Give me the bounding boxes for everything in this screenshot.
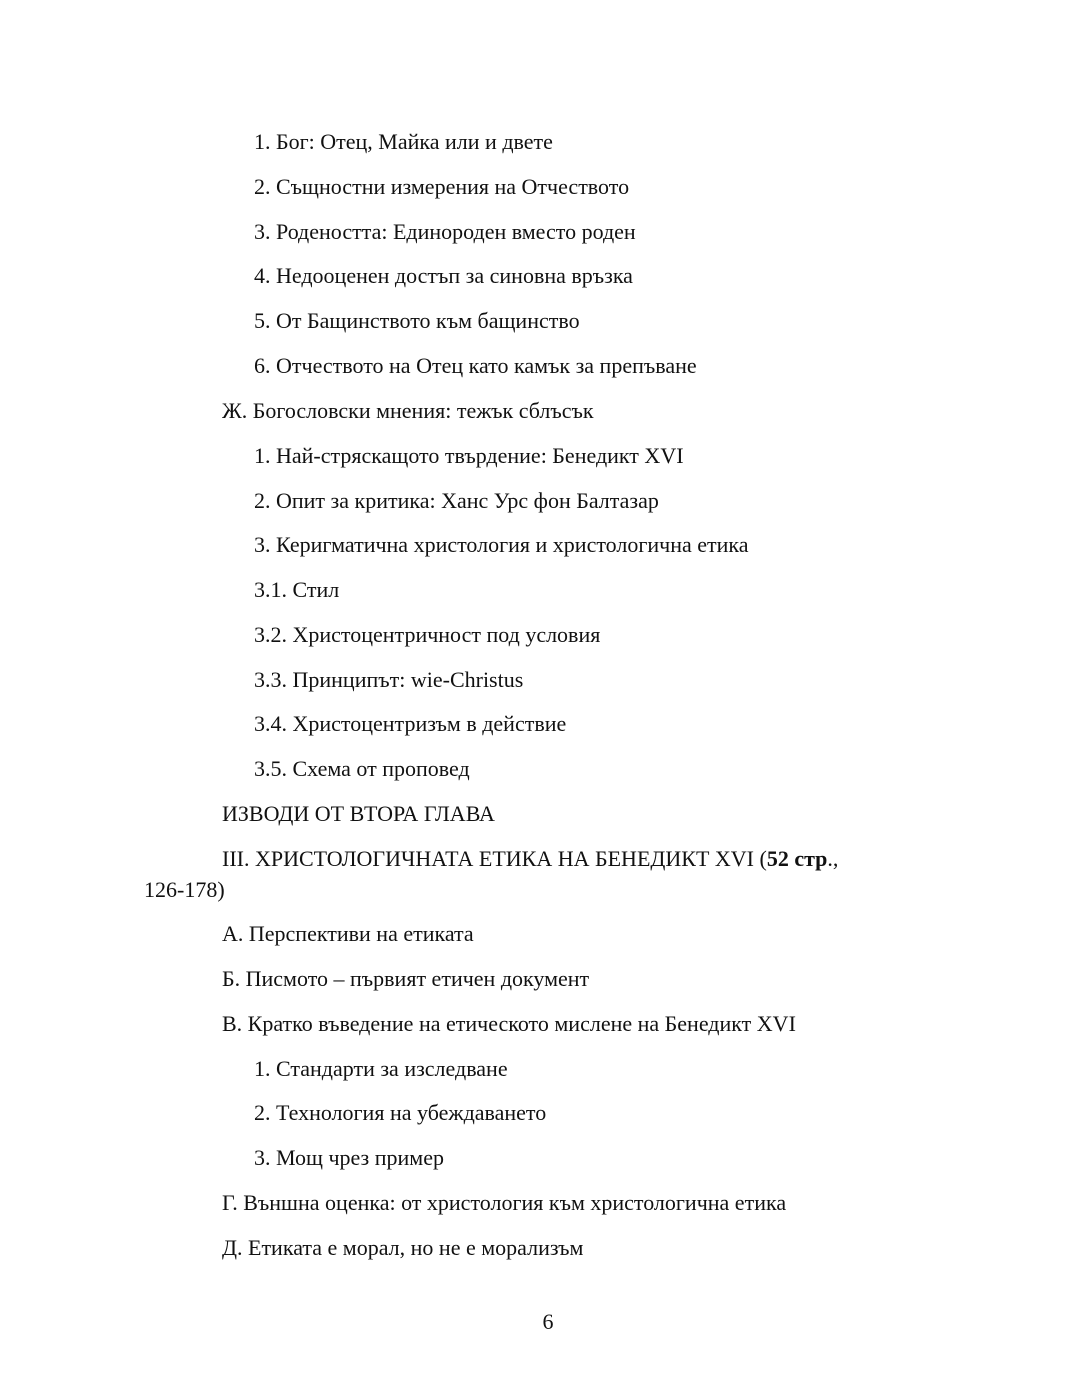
- toc-item: 1. Стандарти за изследване: [254, 1056, 508, 1081]
- chapter-page-count: 52 стр: [766, 846, 828, 871]
- toc-item: 2. Опит за критика: Ханс Урс фон Балтазар: [254, 488, 659, 513]
- toc-chapter-heading: [222, 845, 838, 873]
- toc-section: В. Кратко въведение на етическото мислене на Бенедикт XVI: [222, 1011, 796, 1036]
- page-number: 6: [542, 1309, 554, 1334]
- toc-item: 3.1. Стил: [254, 577, 340, 602]
- toc-item: 2. Технология на убеждаването: [254, 1100, 547, 1125]
- toc-section: Д. Етиката е морал, но не е морализъм: [222, 1235, 584, 1260]
- toc-item: 6. Отчеството на Отец като камък за препъване: [254, 353, 697, 378]
- toc-item: 4. Недооценен достъп за синовна връзка: [254, 263, 633, 288]
- chapter-page-range: 126-178): [144, 877, 225, 902]
- toc-item: 3.4. Христоцентризъм в действие: [254, 711, 567, 736]
- chapter-dot: .: [827, 846, 833, 871]
- toc-item: 3.2. Христоцентричност под условия: [254, 622, 601, 647]
- toc-item: 5. От Бащинството към бащинство: [254, 308, 580, 333]
- toc-section: Г. Външна оценка: от христология към христологична етика: [222, 1190, 787, 1215]
- toc-item: 1. Най-стряскащото твърдение: Бенедикт XVI: [254, 443, 684, 468]
- chapter-comma: ,: [832, 846, 839, 871]
- toc-section: Ж. Богословски мнения: тежък сблъсък: [222, 398, 594, 423]
- toc-item: 1. Бог: Отец, Майка или и двете: [254, 129, 553, 154]
- toc-item: 2. Същностни измерения на Отчеството: [254, 174, 630, 199]
- toc-item: 3. Мощ чрез пример: [254, 1145, 444, 1170]
- toc-chapter-conclusions: ИЗВОДИ ОТ ВТОРА ГЛАВА: [222, 801, 495, 826]
- toc-section: Б. Писмото – първият етичен документ: [222, 966, 590, 991]
- toc-item: 3. Родеността: Единороден вместо роден: [254, 219, 636, 244]
- toc-section: А. Перспективи на етиката: [222, 921, 474, 946]
- toc-item: 3.5. Схема от проповед: [254, 756, 470, 781]
- chapter-title: III. ХРИСТОЛОГИЧНАТА ЕТИКА НА БЕНЕДИКТ XVI (: [222, 846, 767, 871]
- toc-item: 3.3. Принципът: wie-Christus: [254, 667, 524, 692]
- toc-item: 3. Керигматична христология и христологична етика: [254, 532, 749, 557]
